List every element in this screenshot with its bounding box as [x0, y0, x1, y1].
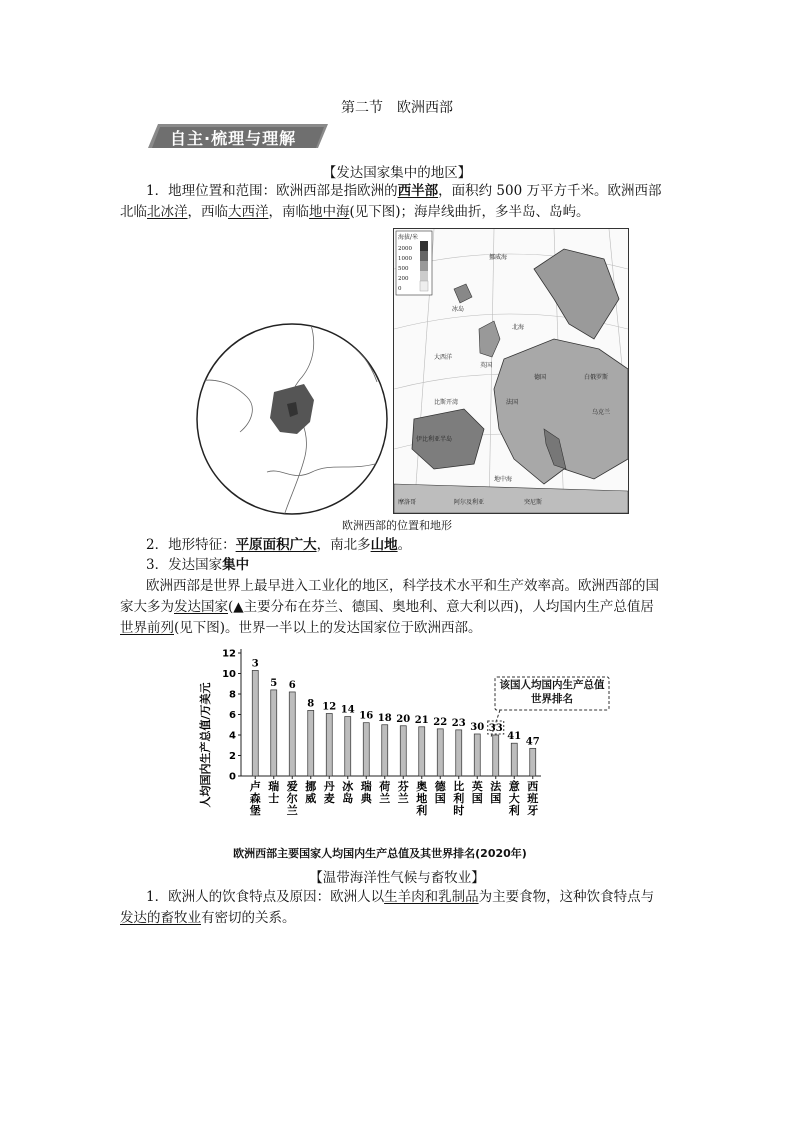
map-label: 乌克兰 [592, 409, 611, 416]
legend-value: 2000 [398, 246, 412, 252]
bar [345, 717, 351, 776]
category-label: 荷 [379, 780, 391, 793]
annotation-text: 该国人均国内生产总值世界排名 [499, 679, 605, 705]
highlight-text: 大西洋 [228, 204, 269, 220]
map-label: 比斯开湾 [434, 399, 459, 406]
map-label: 白俄罗斯 [584, 374, 609, 381]
text-span: ，西临 [187, 204, 228, 220]
bar [437, 729, 443, 776]
rank-label: 23 [451, 717, 466, 729]
rank-label: 5 [270, 677, 278, 689]
map-caption: 欧洲西部的位置和地形 [342, 519, 452, 532]
legend-swatch [420, 251, 428, 261]
map-label: 冰岛 [452, 306, 465, 313]
category-label: 国 [471, 792, 483, 805]
bar [363, 723, 369, 776]
paragraph-industry-cont [120, 597, 680, 617]
banner-label: 自主·梳理与理解 [170, 129, 297, 148]
rank-label: 12 [322, 701, 337, 713]
map-label: 摩洛哥 [398, 499, 417, 506]
text-span: 为主要食物，这种饮食特点与 [478, 889, 655, 905]
text-span: 3．发达国家 [146, 557, 223, 573]
category-label: 西 [527, 780, 539, 793]
map-label: 突尼斯 [524, 499, 543, 506]
section-heading-climate: 【温带海洋性气候与畜牧业】 [309, 870, 485, 886]
map-label: 英国 [480, 362, 493, 369]
bar [419, 727, 425, 776]
category-label: 法 [490, 780, 502, 793]
text-span: ，南临 [268, 204, 309, 220]
rank-label: 8 [307, 698, 315, 710]
map-label: 北海 [512, 324, 525, 331]
text-span: 。 [397, 537, 412, 553]
y-axis-label: 人均国内生产总值/万美元 [199, 682, 212, 808]
highlight-text: 北冰洋 [147, 204, 188, 220]
category-label: 典 [360, 792, 372, 805]
category-label: 威 [305, 792, 317, 805]
legend-swatch [420, 261, 428, 271]
category-label: 挪 [305, 780, 317, 793]
paragraph-industry [120, 576, 680, 596]
category-label: 芬 [397, 780, 409, 793]
y-tick-label: 4 [229, 730, 236, 742]
paragraph-location [120, 181, 680, 201]
bar [308, 710, 314, 776]
legend-swatch [420, 241, 428, 251]
legend-value: 1000 [398, 256, 412, 262]
highlight-text: 发达的畜牧业 [120, 910, 201, 926]
category-label: 意 [508, 780, 520, 793]
rank-label: 30 [470, 721, 485, 733]
category-label: 奥 [416, 780, 428, 793]
category-label: 丹 [323, 780, 335, 793]
legend-swatch [420, 281, 428, 291]
category-label: 利 [508, 804, 520, 817]
map-label: 地中海 [494, 476, 513, 483]
legend-swatch [420, 271, 428, 281]
rank-label: 3 [251, 658, 259, 670]
paragraph-developed-heading [120, 555, 680, 575]
map-label: 伊比利亚半岛 [416, 436, 453, 443]
rank-label: 18 [377, 712, 392, 724]
text-span: 欧洲西部是世界上最早进入工业化的地区，科学技术水平和生产效率高。欧洲西部的国 [146, 578, 659, 594]
text-span: (见下图)。世界一半以上的发达国家位于欧洲西部。 [174, 620, 482, 636]
europe-topographic-map [393, 228, 629, 514]
bar [511, 743, 517, 776]
map-label: 阿尔及利亚 [454, 499, 485, 506]
gdp-bar-chart [195, 645, 615, 845]
y-tick-label: 12 [222, 648, 236, 660]
category-label: 爱 [286, 780, 298, 793]
legend-value: 200 [398, 276, 409, 282]
y-tick-label: 6 [229, 710, 236, 721]
highlight-text: 集中 [222, 557, 250, 573]
rank-label: 47 [525, 736, 540, 748]
rank-label: 6 [288, 679, 296, 691]
rank-label: 33 [488, 723, 503, 734]
category-label: 士 [268, 792, 280, 805]
page-title: 第二节 欧洲西部 [341, 100, 453, 116]
category-label: 大 [508, 792, 520, 805]
text-span: (▲主要分布在芬兰、德国、奥地利、意大利以西)，人均国内生产总值居 [228, 599, 654, 615]
bar [474, 734, 480, 776]
text-span: (见下图)；海岸线曲折，多半岛、岛屿。 [349, 204, 590, 220]
text-span: 北临 [120, 204, 147, 220]
section-heading-developed: 【发达国家集中的地区】 [322, 165, 472, 181]
paragraph-diet [120, 887, 680, 907]
bar [530, 748, 536, 776]
map-label: 挪威海 [489, 254, 508, 261]
category-label: 英 [471, 780, 483, 793]
category-label: 利 [453, 792, 465, 805]
map-svg [394, 229, 628, 513]
category-label: 瑞 [268, 780, 280, 793]
category-label: 地 [416, 792, 428, 805]
category-label: 班 [527, 792, 539, 805]
map-label: 德国 [534, 374, 547, 381]
highlight-text: 平原面积广大 [235, 537, 317, 553]
text-span: ，南北多 [316, 537, 371, 553]
category-label: 尔 [286, 792, 298, 805]
category-label: 国 [490, 792, 502, 805]
category-label: 瑞 [360, 780, 372, 793]
category-label: 堡 [249, 804, 261, 817]
category-label: 国 [434, 792, 446, 805]
paragraph-terrain [120, 535, 680, 555]
highlight-text: 山地 [370, 537, 398, 553]
category-label: 比 [453, 780, 465, 793]
rank-label: 41 [507, 731, 522, 743]
rank-label: 14 [340, 704, 355, 716]
y-tick-label: 8 [229, 689, 236, 701]
bar [252, 670, 258, 776]
chart-caption: 欧洲西部主要国家人均国内生产总值及其世界排名(2020年) [233, 847, 527, 860]
annotation-wrapper [497, 678, 607, 710]
map-label: 法国 [506, 399, 519, 406]
highlight-text: 发达国家 [174, 599, 228, 615]
category-label: 利 [416, 804, 428, 817]
highlight-text: 西半部 [397, 183, 439, 199]
bar [271, 690, 277, 776]
category-label: 兰 [286, 804, 298, 817]
paragraph-location-cont [120, 202, 680, 222]
legend-value: 0 [398, 286, 402, 292]
bar [456, 730, 462, 776]
category-label: 岛 [342, 792, 354, 805]
paragraph-industry-end [120, 618, 680, 638]
bar [400, 726, 406, 776]
paragraph-diet-cont [120, 908, 680, 928]
section-banner [148, 124, 328, 148]
category-label: 德 [434, 780, 446, 793]
category-label: 时 [453, 804, 465, 817]
highlight-text: 地中海 [309, 204, 350, 220]
category-label: 森 [249, 792, 261, 805]
bar [493, 735, 499, 776]
map-label: 大西洋 [434, 354, 453, 361]
y-tick-label: 10 [222, 669, 236, 680]
highlight-text: 世界前列 [120, 620, 174, 636]
text-span: 有密切的关系。 [201, 910, 296, 926]
category-label: 卢 [249, 780, 261, 793]
text-span: 1．地理位置和范围：欧洲西部是指欧洲的 [146, 183, 398, 199]
rank-label: 22 [433, 716, 448, 728]
category-label: 麦 [323, 792, 335, 805]
category-label: 冰 [342, 780, 354, 793]
rank-label: 21 [414, 714, 429, 726]
legend-value: 500 [398, 266, 409, 272]
text-span: 1．欧洲人的饮食特点及原因：欧洲人以 [146, 889, 385, 905]
category-label: 兰 [379, 792, 391, 805]
globe-figure [192, 322, 392, 516]
bar [382, 725, 388, 776]
bar [289, 692, 295, 776]
legend-title: 海拔/米 [398, 234, 419, 241]
highlight-text: 生羊肉和乳制品 [384, 889, 479, 905]
category-label: 牙 [527, 804, 539, 817]
y-tick-label: 2 [229, 751, 236, 762]
text-span: ，面积约 500 万平方千米。欧洲西部 [438, 183, 662, 199]
y-tick-label: 0 [229, 771, 236, 783]
bar [326, 713, 332, 776]
text-span: 家大多为 [120, 599, 174, 615]
rank-label: 16 [359, 710, 374, 722]
text-span: 2．地形特征： [146, 537, 236, 553]
category-label: 兰 [397, 792, 409, 805]
rank-label: 20 [396, 713, 411, 725]
